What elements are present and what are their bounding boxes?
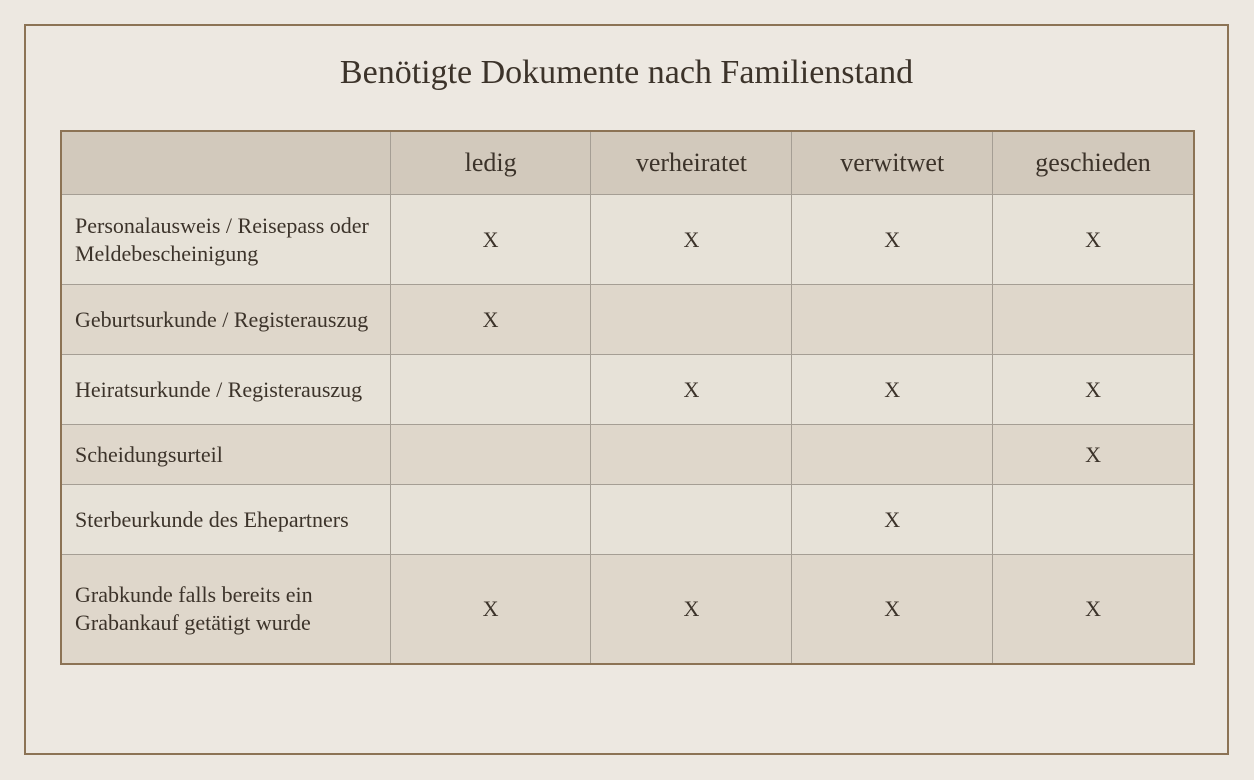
check-cell-ledig: X (390, 285, 591, 355)
check-cell-verheiratet: X (591, 195, 792, 285)
table-row (61, 425, 1194, 485)
check-cell-verwitwet: X (792, 195, 993, 285)
check-cell-ledig (390, 425, 591, 485)
document-label: Sterbeurkunde des Ehepartners (61, 485, 390, 555)
check-cell-verwitwet: X (792, 555, 993, 665)
header-cell-document (61, 131, 390, 195)
check-cell-verheiratet (591, 485, 792, 555)
check-cell-geschieden: X (993, 355, 1194, 425)
table-row (61, 555, 1194, 665)
table-row (61, 355, 1194, 425)
documents-table (60, 130, 1195, 665)
check-cell-geschieden: X (993, 195, 1194, 285)
check-cell-ledig: X (390, 195, 591, 285)
document-label: Heiratsurkunde / Registerauszug (61, 355, 390, 425)
header-cell-ledig: ledig (390, 131, 591, 195)
header-cell-verheiratet: verheiratet (591, 131, 792, 195)
check-cell-verheiratet (591, 285, 792, 355)
table-row (61, 485, 1194, 555)
document-label: Grabkunde falls bereits ein Grabankauf getätigt wurde (61, 555, 390, 665)
document-label: Personalausweis / Reisepass oder Meldebescheinigung (61, 195, 390, 285)
table-header-row (61, 131, 1194, 195)
check-cell-verheiratet (591, 425, 792, 485)
check-cell-verheiratet: X (591, 555, 792, 665)
check-cell-geschieden: X (993, 425, 1194, 485)
check-cell-verwitwet (792, 425, 993, 485)
table-row (61, 285, 1194, 355)
header-cell-verwitwet: verwitwet (792, 131, 993, 195)
table-row (61, 195, 1194, 285)
page-title: Benötigte Dokumente nach Familienstand (339, 54, 914, 91)
check-cell-verwitwet: X (792, 355, 993, 425)
check-cell-geschieden: X (993, 555, 1194, 665)
check-cell-verwitwet (792, 285, 993, 355)
header-cell-geschieden: geschieden (993, 131, 1194, 195)
check-cell-geschieden (993, 285, 1194, 355)
check-cell-ledig (390, 485, 591, 555)
check-cell-verwitwet: X (792, 485, 993, 555)
document-label: Geburtsurkunde / Registerauszug (61, 285, 390, 355)
check-cell-ledig (390, 355, 591, 425)
check-cell-verheiratet: X (591, 355, 792, 425)
check-cell-geschieden (993, 485, 1194, 555)
document-label: Scheidungsurteil (61, 425, 390, 485)
check-cell-ledig: X (390, 555, 591, 665)
